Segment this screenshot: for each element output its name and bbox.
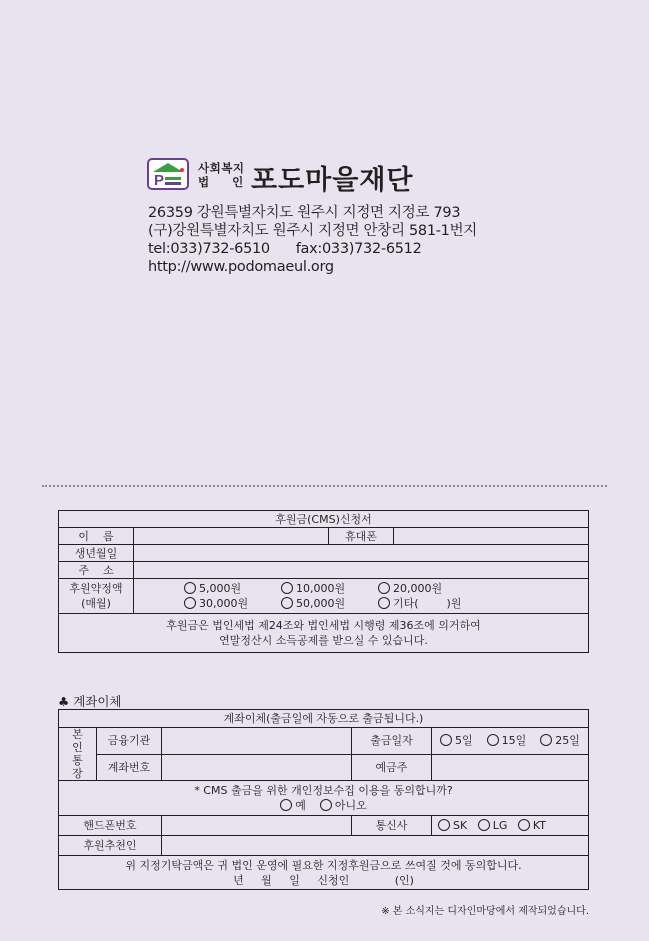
- carrier-option[interactable]: SK: [438, 819, 467, 832]
- radio-circle-icon: [320, 799, 332, 811]
- amount-option-other[interactable]: 기타( )원: [378, 596, 475, 611]
- amount-option[interactable]: 30,000원: [184, 596, 281, 611]
- consent-question: * CMS 출금을 위한 개인정보수집 이용을 동의합니까?: [194, 784, 453, 797]
- amount-option[interactable]: 10,000원: [281, 581, 378, 596]
- website-link[interactable]: http://www.podomaeul.org: [148, 259, 334, 275]
- tax-notice: [59, 614, 589, 653]
- birth-label: 생년월일: [59, 545, 134, 562]
- bank-label: 금융기관: [97, 728, 162, 755]
- account-holder-label: 예금주: [352, 754, 432, 781]
- amount-label: [59, 579, 134, 614]
- radio-circle-icon: [280, 799, 292, 811]
- foundation-logo: [147, 158, 189, 190]
- radio-circle-icon: [281, 582, 293, 594]
- section-title: 계좌이체: [73, 694, 122, 709]
- radio-circle-icon: [378, 582, 390, 594]
- tax-notice-line2: 연말정산시 소득공제를 받으실 수 있습니다.: [219, 634, 428, 647]
- phone-label: 휴대폰: [329, 528, 394, 545]
- agreement-line2: 년 월 일 신청인 (인): [233, 873, 414, 887]
- cms-application-form: [58, 510, 589, 653]
- referrer-field[interactable]: [162, 836, 589, 856]
- account-number-label: 계좌번호: [97, 754, 162, 781]
- org-name: 포도마을재단: [251, 165, 414, 196]
- carrier-options: [432, 816, 589, 836]
- address-field[interactable]: [134, 562, 589, 579]
- consent-no-option[interactable]: 아니오: [320, 799, 367, 812]
- org-type-line2: 법 인: [198, 175, 244, 189]
- bank-field[interactable]: [162, 728, 352, 755]
- address: 26359 강원특별자치도 원주시 지정면 지정로 793: [148, 205, 461, 221]
- name-label: 이 름: [59, 528, 134, 545]
- carrier-option[interactable]: KT: [518, 819, 546, 832]
- radio-circle-icon: [518, 819, 530, 831]
- carrier-option[interactable]: LG: [478, 819, 508, 832]
- club-icon: ♣: [58, 694, 70, 709]
- date-option[interactable]: 15일: [487, 734, 527, 747]
- referrer-label: 후원추천인: [59, 836, 162, 856]
- section-heading: [58, 692, 122, 710]
- radio-circle-icon: [478, 819, 490, 831]
- radio-circle-icon: [440, 734, 452, 746]
- agreement-line1: 위 지정기탁금액은 귀 법인 운영에 필요한 지정후원금으로 쓰여질 것에 동의합니다.: [125, 858, 522, 872]
- cut-line: [42, 485, 607, 487]
- radio-circle-icon: [281, 597, 293, 609]
- form-title: 후원금(CMS)신청서: [59, 511, 589, 528]
- amount-option[interactable]: 20,000원: [378, 581, 475, 596]
- birth-field[interactable]: [134, 545, 589, 562]
- account-holder-field[interactable]: [432, 754, 589, 781]
- org-type: [198, 161, 244, 189]
- org-type-line1: 사회복지: [198, 161, 245, 175]
- date-option[interactable]: 25일: [540, 734, 580, 747]
- radio-circle-icon: [184, 597, 196, 609]
- address-label: 주 소: [59, 562, 134, 579]
- amount-options: [134, 579, 589, 614]
- radio-circle-icon: [184, 582, 196, 594]
- transfer-title: 계좌이체(출금일에 자동으로 출금됩니다.): [59, 710, 589, 728]
- amount-option[interactable]: 5,000원: [184, 581, 281, 596]
- account-transfer-form: [58, 709, 589, 890]
- date-option[interactable]: 5일: [440, 734, 473, 747]
- consent-yes-option[interactable]: 예: [280, 799, 306, 812]
- radio-circle-icon: [378, 597, 390, 609]
- phone-field[interactable]: [394, 528, 589, 545]
- radio-circle-icon: [438, 819, 450, 831]
- amount-option[interactable]: 50,000원: [281, 596, 378, 611]
- tel-fax: tel:033)732-6510 fax:033)732-6512: [148, 241, 422, 257]
- old-address: (구)강원특별자치도 원주시 지정면 안창리 581-1번지: [148, 223, 478, 239]
- name-field[interactable]: [134, 528, 329, 545]
- withdraw-date-options: [432, 728, 589, 755]
- mobile-label: 핸드폰번호: [59, 816, 162, 836]
- footer-note: ※ 본 소식지는 디자인마당에서 제작되었습니다.: [381, 906, 589, 917]
- amount-label-line1: 후원약정액: [69, 582, 123, 595]
- radio-circle-icon: [487, 734, 499, 746]
- amount-label-line2: (매월): [81, 597, 111, 610]
- tax-notice-line1: 후원금은 법인세법 제24조와 법인세법 시행령 제36조에 의거하여: [166, 619, 481, 632]
- svg-text:P: P: [154, 172, 165, 189]
- radio-circle-icon: [540, 734, 552, 746]
- account-number-field[interactable]: [162, 754, 352, 781]
- carrier-label: 통신사: [352, 816, 432, 836]
- consent-row: [59, 781, 589, 816]
- mobile-field[interactable]: [162, 816, 352, 836]
- withdraw-date-label: 출금일자: [352, 728, 432, 755]
- agreement: [59, 856, 589, 890]
- own-account-label: 본인통장: [59, 728, 97, 781]
